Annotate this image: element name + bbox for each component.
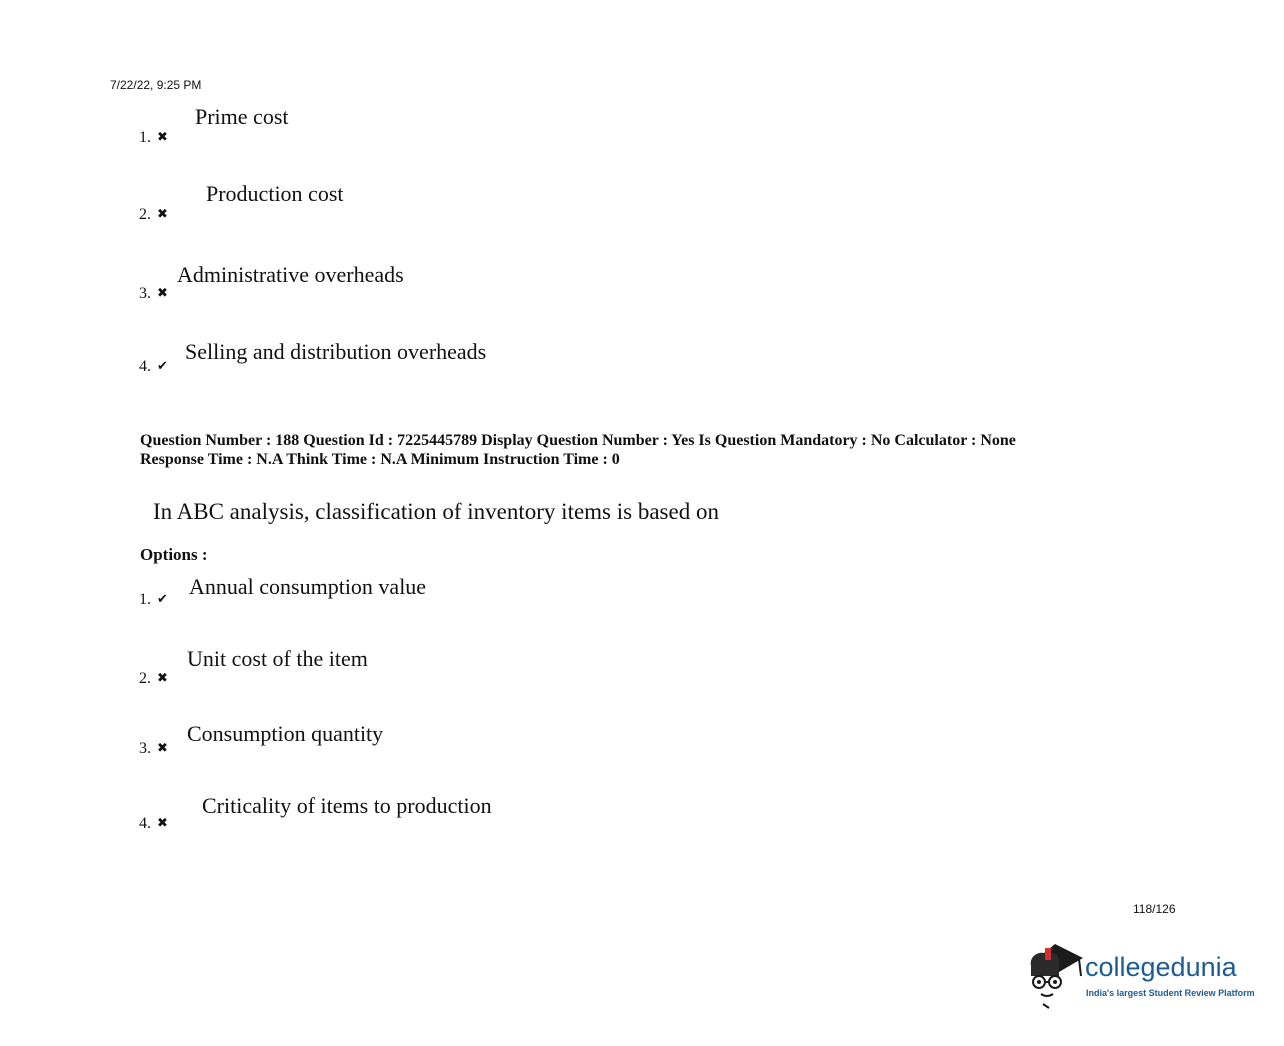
- logo-tagline: India's largest Student Review Platform: [1086, 988, 1255, 998]
- option-number: 1. ✔: [139, 591, 168, 608]
- question-meta-line1: Question Number : 188 Question Id : 7225445789 Display Question Number : Yes Is Question Mandatory : No Calculator : None: [140, 432, 1016, 449]
- option-number: 3. ✖: [139, 740, 168, 757]
- option-number: 2. ✖: [139, 206, 168, 223]
- wrong-icon: ✖: [157, 206, 168, 221]
- wrong-icon: ✖: [157, 815, 168, 830]
- option-text: Production cost: [206, 181, 344, 206]
- option-text: Annual consumption value: [189, 574, 427, 599]
- option-number: 2. ✖: [139, 670, 168, 687]
- options-label: Options :: [140, 545, 208, 564]
- option-number: 1. ✖: [139, 129, 168, 146]
- page-number: 118/126: [1133, 902, 1176, 916]
- option-number: 3. ✖: [139, 285, 168, 302]
- logo-wordmark: collegedunia: [1085, 952, 1237, 982]
- wrong-icon: ✖: [157, 129, 168, 144]
- question-text: In ABC analysis, classification of inventory items is based on: [153, 499, 719, 524]
- option-text: Selling and distribution overheads: [185, 339, 487, 364]
- collegedunia-logo: [1025, 938, 1257, 1010]
- wrong-icon: ✖: [157, 670, 168, 685]
- option-text: Prime cost: [195, 104, 289, 129]
- wrong-icon: ✖: [157, 740, 168, 755]
- mascot-icon: [1025, 938, 1085, 1010]
- print-timestamp: 7/22/22, 9:25 PM: [110, 78, 202, 92]
- option-text: Consumption quantity: [187, 721, 384, 746]
- check-icon: ✔: [157, 358, 168, 373]
- option-text: Unit cost of the item: [187, 646, 368, 671]
- check-icon: ✔: [157, 591, 168, 606]
- option-text: Administrative overheads: [177, 262, 404, 287]
- option-number: 4. ✖: [139, 815, 168, 832]
- question-meta-line2: Response Time : N.A Think Time : N.A Minimum Instruction Time : 0: [140, 451, 620, 468]
- option-number: 4. ✔: [139, 358, 168, 375]
- option-text: Criticality of items to production: [202, 793, 492, 818]
- wrong-icon: ✖: [157, 285, 168, 300]
